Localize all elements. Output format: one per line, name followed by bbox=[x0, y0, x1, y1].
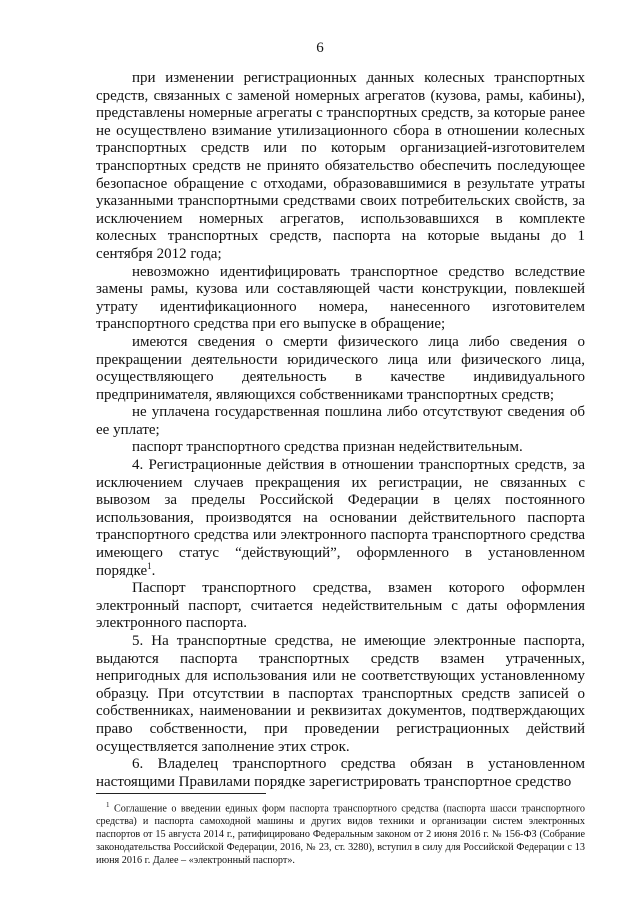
paragraph: имеются сведения о смерти физического лица либо сведения о прекращении деятельности юридического лица или физического лица, осуществляющего деятельность в качестве индивидуального предпринимателя, являющихся собственниками транспортных средств; bbox=[96, 333, 585, 403]
paragraph: 5. На транспортные средства, не имеющие электронные паспорта, выдаются паспорта транспортных средств взамен утраченных, непригодных для использования или не соответствующих установленному образцу. При отсутствии в паспортах транспортных средств записей о собственниках, наименовании и реквизитах документов, подтверждающих право собственности, при проведении регистрационных действий осуществляется заполнение этих строк. bbox=[96, 633, 585, 755]
page-number: 6 bbox=[316, 40, 324, 56]
footnote-marker: 1 bbox=[106, 801, 110, 809]
paragraph: паспорт транспортного средства признан недействительным. bbox=[132, 439, 523, 456]
footnote-paragraph bbox=[96, 799, 585, 867]
paragraph bbox=[96, 457, 585, 580]
paragraph: не уплачена государственная пошлина либо отсутствуют сведения об ее уплате; bbox=[96, 404, 585, 438]
footnote-reference: 1 bbox=[147, 560, 152, 571]
paragraph: Паспорт транспортного средства, взамен которого оформлен электронный паспорт, считается недействительным с даты оформления электронного паспорта. bbox=[96, 580, 585, 632]
body-text bbox=[96, 70, 585, 791]
paragraph: невозможно идентифицировать транспортное средство вследствие замены рамы, кузова или составляющей части конструкции, повлекшей утрату идентификационного номера, нанесенного изготовителем транспортного средства при его выпуске в обращение; bbox=[96, 263, 585, 333]
footnote bbox=[96, 799, 585, 867]
paragraph: при изменении регистрационных данных колесных транспортных средств, связанных с заменой номерных агрегатов (кузова, рамы, кабины), представлены номерные агрегаты с транспортных средств, за которые ранее не осуществлено взимание утилизационного сбора в отношении колесных транспортных средств или по которым организацией-изготовителем транспортных средств не принято обязательство обеспечить последующее безопасное обращение с отходами, образовавшимися в результате утраты указанными транспортными средствами своих потребительских свойств, за исключением номерных агрегатов, использовавшихся в комплекте колесных транспортных средств, паспорта на которые выданы до 1 сентября 2012 года; bbox=[96, 70, 585, 262]
paragraph: 6. Владелец транспортного средства обязан в установленном настоящими Правилами порядке зарегистрировать транспортное средство bbox=[96, 756, 585, 790]
paragraph-text: 4. Регистрационные действия в отношении транспортных средств, за исключением случаев прекращения их регистрации, не связанных с вывозом за пределы Российской Федерации в целях постоянного использования, производятся на основании действительного паспорта транспортного средства или электронного паспорта транспортного средства имеющего статус “действующий”, оформленного в установленном порядке bbox=[96, 457, 585, 579]
footnote-divider bbox=[96, 793, 266, 794]
footnote-text: Соглашение о введении единых форм паспорта транспортного средства (паспорта шасси транспортного средства) и паспорта самоходной машины и других видов техники и организации систем электронных паспортов от 15 августа 2014 г., ратифицировано Федеральным законом от 2 июня 2016 г. № 156-ФЗ (Собрание законодательства Российской Федерации, 2016, № 23, ст. 3280), вступил в силу для Российской Федерации с 13 июня 2016 г. Далее – «электронный паспорт». bbox=[96, 803, 585, 867]
paragraph-tail: . bbox=[151, 562, 156, 579]
